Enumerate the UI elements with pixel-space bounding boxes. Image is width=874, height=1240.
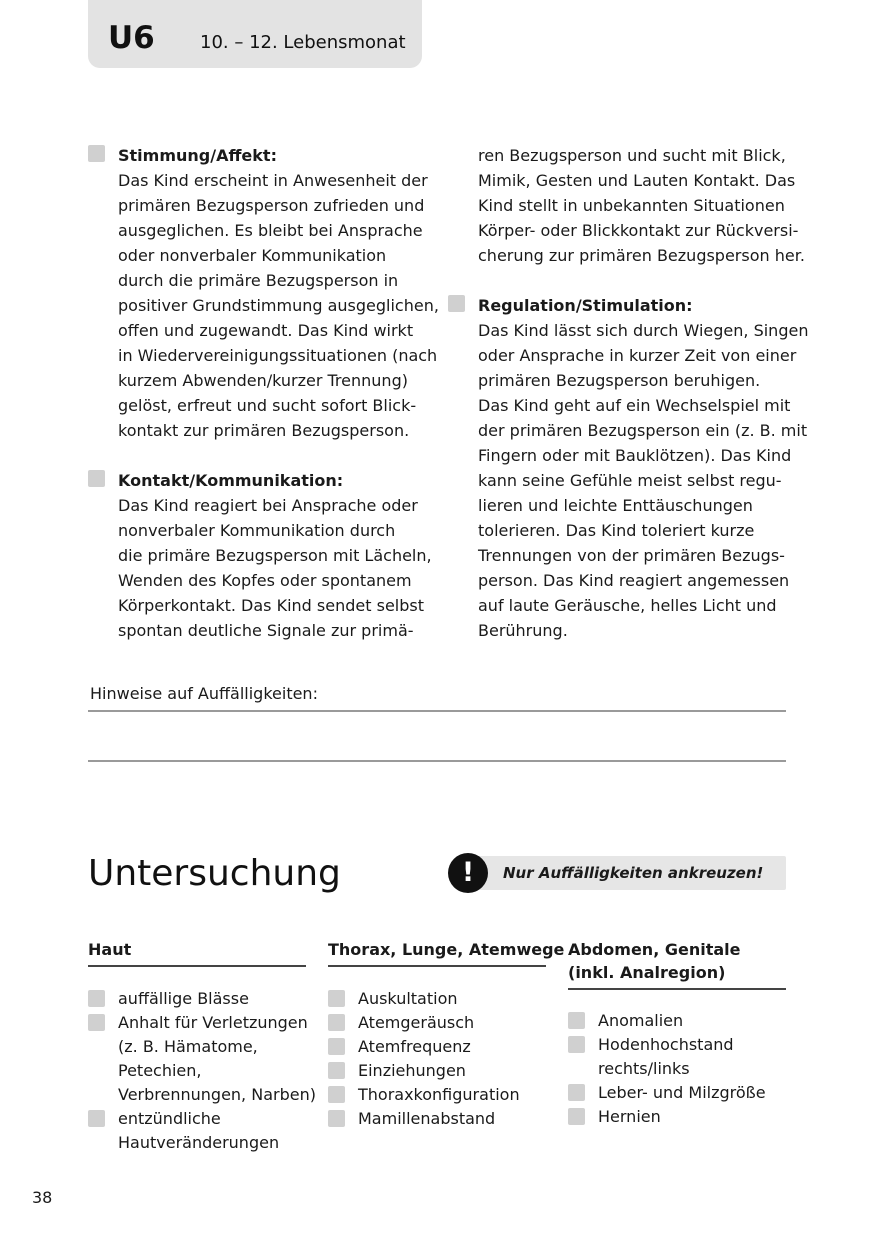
checklist-item[interactable] — [568, 1033, 786, 1081]
checkbox-icon[interactable] — [568, 1012, 585, 1029]
text-line: kontakt zur primären Bezugsperson. — [118, 421, 410, 440]
section-regulation — [448, 293, 808, 643]
item-label: Auskultation — [358, 989, 458, 1008]
hints-line-2[interactable] — [88, 760, 786, 762]
column-haut — [88, 938, 316, 1155]
text-line: durch die primäre Bezugsperson in — [118, 271, 399, 290]
text-line: Das Kind reagiert bei Ansprache oder — [118, 496, 418, 515]
hints-label: Hinweise auf Auffälligkeiten: — [90, 684, 318, 703]
section-stimmung-body — [88, 143, 438, 443]
text-line: der primären Bezugsperson ein (z. B. mit — [478, 421, 808, 440]
item-label: Anomalien — [598, 1011, 684, 1030]
checkbox-icon[interactable] — [88, 1014, 105, 1031]
exam-heading: Untersuchung — [88, 853, 341, 894]
checklist-item[interactable] — [328, 1059, 546, 1083]
text-line: kurzem Abwenden/kurzer Trennung) — [118, 371, 408, 390]
checkbox-icon[interactable] — [88, 990, 105, 1007]
checkbox-icon[interactable] — [328, 1086, 345, 1103]
checkbox-icon[interactable] — [328, 990, 345, 1007]
text-line: oder nonverbaler Kommunikation — [118, 246, 387, 265]
text-line: primären Bezugsperson zufrieden und — [118, 196, 425, 215]
checkbox-icon[interactable] — [448, 295, 465, 312]
text-line: in Wiedervereinigungssituationen (nach — [118, 346, 438, 365]
section-kontakt-body — [88, 468, 438, 643]
column-heading — [328, 938, 565, 967]
checklist-item[interactable] — [88, 1011, 316, 1107]
checklist-item[interactable] — [328, 1107, 546, 1131]
item-label: Verbrennungen, Narben) — [118, 1085, 316, 1104]
checkbox-icon[interactable] — [328, 1038, 345, 1055]
checklist-item[interactable] — [328, 987, 546, 1011]
text-line: ausgeglichen. Es bleibt bei Ansprache — [118, 221, 423, 240]
text-line: spontan deutliche Signale zur primä- — [118, 621, 414, 640]
hints-line-1[interactable] — [88, 710, 786, 712]
visit-title: 10. – 12. Lebensmonat — [200, 32, 406, 53]
checkbox-icon[interactable] — [568, 1108, 585, 1125]
section-title: Kontakt/Kommunikation: — [118, 471, 344, 490]
text-line: lieren und leichte Enttäuschungen — [478, 496, 753, 515]
text-line: Fingern oder mit Bauklötzen). Das Kind — [478, 446, 792, 465]
text-line: Kind stellt in unbekannten Situationen — [478, 196, 785, 215]
item-label: (z. B. Hämatome, — [118, 1037, 258, 1056]
column-abdomen — [568, 938, 786, 1129]
item-label: Anhalt für Verletzungen — [118, 1013, 308, 1032]
column-thorax — [328, 938, 565, 1131]
text-line: person. Das Kind reagiert angemessen — [478, 571, 790, 590]
text-line: Wenden des Kopfes oder spontanem — [118, 571, 412, 590]
item-label: rechts/links — [598, 1059, 690, 1078]
checklist-item[interactable] — [88, 1107, 306, 1155]
section-title: Regulation/Stimulation: — [478, 296, 693, 315]
item-label: Einziehungen — [358, 1061, 466, 1080]
column-heading — [568, 938, 786, 990]
text-line: Körperkontakt. Das Kind sendet selbst — [118, 596, 424, 615]
checklist — [568, 1009, 786, 1129]
checklist — [328, 987, 546, 1131]
checkbox-icon[interactable] — [328, 1110, 345, 1127]
visit-code: U6 — [108, 20, 155, 56]
item-label: Thoraxkonfiguration — [358, 1085, 520, 1104]
checkbox-icon[interactable] — [88, 470, 105, 487]
text-line: kann seine Gefühle meist selbst regu- — [478, 471, 782, 490]
text-line: die primäre Bezugsperson mit Lächeln, — [118, 546, 432, 565]
checklist-item[interactable] — [328, 1011, 546, 1035]
checklist-item[interactable] — [328, 1083, 546, 1107]
notice-text: Nur Auffälligkeiten ankreuzen! — [503, 864, 764, 882]
checklist-item[interactable] — [88, 987, 306, 1011]
page-number: 38 — [32, 1188, 53, 1207]
text-line: Berührung. — [478, 621, 568, 640]
section-kontakt — [88, 468, 438, 643]
section-stimmung — [88, 143, 438, 443]
exclamation-icon: ! — [448, 853, 488, 893]
checkbox-icon[interactable] — [328, 1062, 345, 1079]
text-line: primären Bezugsperson beruhigen. — [478, 371, 761, 390]
item-label: auffällige Blässe — [118, 989, 249, 1008]
item-label: Mamillenabstand — [358, 1109, 496, 1128]
column-heading-text: Thorax, Lunge, Atemwege — [328, 940, 565, 959]
column-heading — [88, 938, 306, 967]
item-label: Petechien, — [118, 1061, 202, 1080]
checkbox-icon[interactable] — [328, 1014, 345, 1031]
item-label: Leber- und Milzgröße — [598, 1083, 766, 1102]
text-line: nonverbaler Kommunikation durch — [118, 521, 396, 540]
text-line: auf laute Geräusche, helles Licht und — [478, 596, 777, 615]
section-title: Stimmung/Affekt: — [118, 146, 277, 165]
checklist-item[interactable] — [568, 1081, 786, 1105]
item-label: Atemfrequenz — [358, 1037, 471, 1056]
checkbox-icon[interactable] — [88, 1110, 105, 1127]
checklist-item[interactable] — [568, 1105, 786, 1129]
text-line: offen und zugewandt. Das Kind wirkt — [118, 321, 414, 340]
item-label: Atemgeräusch — [358, 1013, 475, 1032]
item-label: Hodenhochstand — [598, 1035, 734, 1054]
checkbox-icon[interactable] — [568, 1036, 585, 1053]
section-kontakt-continued — [478, 143, 808, 268]
section-regulation-body — [448, 293, 808, 643]
notice-box — [448, 856, 786, 890]
column-heading-text: (inkl. Analregion) — [568, 963, 726, 982]
checklist — [88, 987, 316, 1155]
text-line: oder Ansprache in kurzer Zeit von einer — [478, 346, 797, 365]
text-line: Körper- oder Blickkontakt zur Rückversi- — [478, 221, 799, 240]
text-line: Das Kind erscheint in Anwesenheit der — [118, 171, 428, 190]
item-label: Hernien — [598, 1107, 661, 1126]
checklist-item[interactable] — [328, 1035, 546, 1059]
text-line: cherung zur primären Bezugsperson her. — [478, 246, 805, 265]
text-line: gelöst, erfreut und sucht sofort Blick- — [118, 396, 417, 415]
checkbox-icon[interactable] — [88, 145, 105, 162]
text-line: Das Kind geht auf ein Wechselspiel mit — [478, 396, 791, 415]
column-heading-text: Abdomen, Genitale — [568, 940, 741, 959]
item-label: entzündliche — [118, 1109, 221, 1128]
text-line: Mimik, Gesten und Lauten Kontakt. Das — [478, 171, 796, 190]
text-line: tolerieren. Das Kind toleriert kurze — [478, 521, 755, 540]
text-line: ren Bezugsperson und sucht mit Blick, — [478, 146, 786, 165]
text-line: positiver Grundstimmung ausgeglichen, — [118, 296, 439, 315]
checkbox-icon[interactable] — [568, 1084, 585, 1101]
text-line: Das Kind lässt sich durch Wiegen, Singen — [478, 321, 809, 340]
checklist-item[interactable] — [568, 1009, 786, 1033]
text-line: Trennungen von der primären Bezugs- — [478, 546, 785, 565]
column-heading-text: Haut — [88, 940, 132, 959]
item-label: Hautveränderungen — [118, 1133, 280, 1152]
